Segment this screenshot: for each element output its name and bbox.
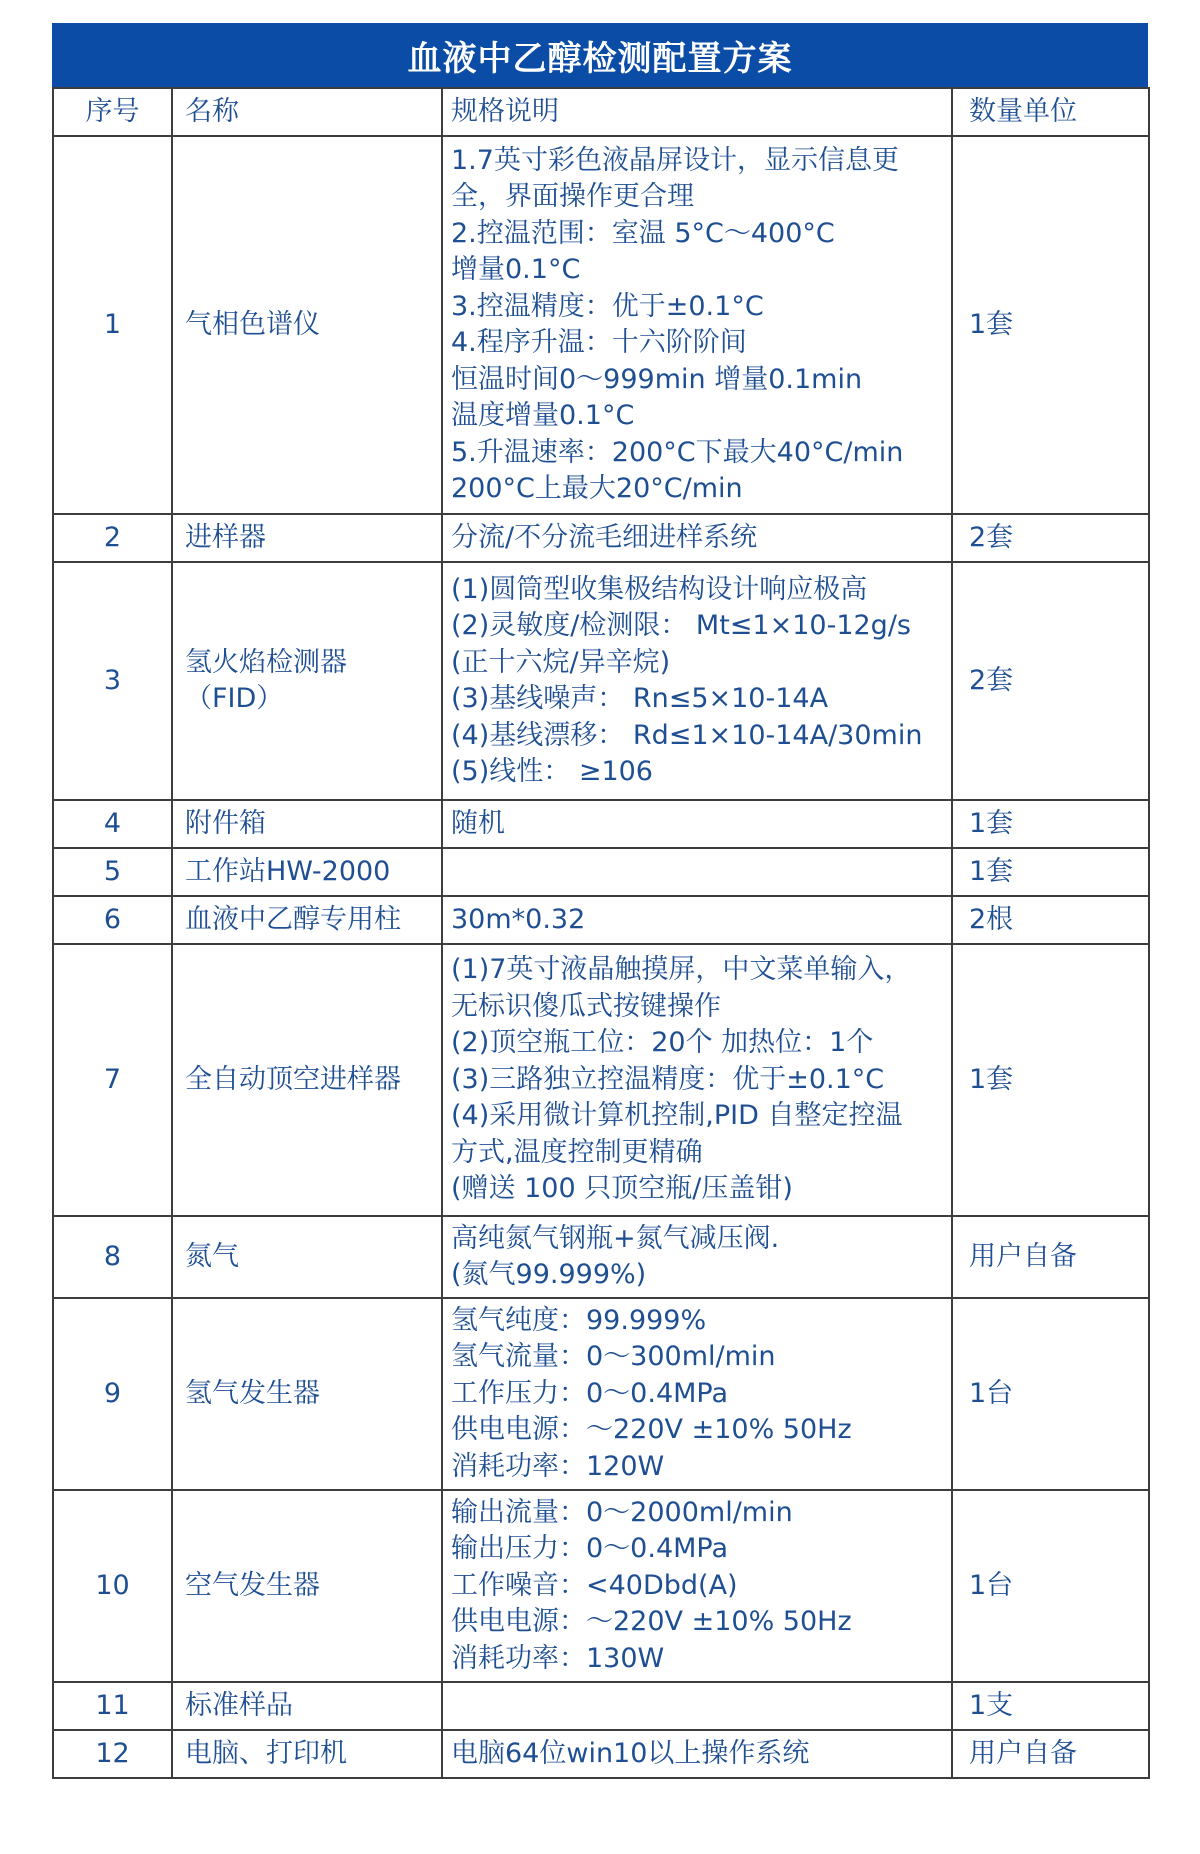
item-spec: 分流/不分流毛细进样系统 — [442, 514, 952, 562]
row-number: 10 — [53, 1490, 172, 1682]
item-spec: 电脑64位win10以上操作系统 — [442, 1730, 952, 1778]
row-number: 9 — [53, 1298, 172, 1490]
item-spec: 30m*0.32 — [442, 896, 952, 944]
item-spec: 随机 — [442, 800, 952, 848]
item-spec: 氢气纯度：99.999% 氢气流量：0～300ml/min 工作压力：0～0.4MPa 供电电源：～220V ±10% 50Hz 消耗功率：120W — [442, 1298, 952, 1490]
item-name: 进样器 — [172, 514, 442, 562]
row-number: 8 — [53, 1216, 172, 1298]
item-name: 氢气发生器 — [172, 1298, 442, 1490]
item-spec: (1)7英寸液晶触摸屏，中文菜单输入， 无标识傻瓜式按键操作 (2)顶空瓶工位：20个 加热位：1个 (3)三路独立控温精度：优于±0.1°C (4)采用微计算机控制,PID 自整定控温 方式,温度控制更精确 (赠送 100 只顶空瓶/压盖钳) — [442, 944, 952, 1216]
row-number: 2 — [53, 514, 172, 562]
item-quantity: 2根 — [952, 896, 1149, 944]
table-row — [53, 1490, 1149, 1682]
item-quantity: 1台 — [952, 1490, 1149, 1682]
item-quantity: 用户自备 — [952, 1216, 1149, 1298]
table-row — [53, 1682, 1149, 1730]
row-number: 12 — [53, 1730, 172, 1778]
item-quantity: 1台 — [952, 1298, 1149, 1490]
row-number: 7 — [53, 944, 172, 1216]
column-header-name: 名称 — [172, 88, 442, 136]
table-row — [53, 800, 1149, 848]
row-number: 4 — [53, 800, 172, 848]
item-name: 氮气 — [172, 1216, 442, 1298]
table-row — [53, 1216, 1149, 1298]
table-row — [53, 514, 1149, 562]
item-quantity: 2套 — [952, 562, 1149, 800]
item-name: 电脑、打印机 — [172, 1730, 442, 1778]
item-name: 工作站HW-2000 — [172, 848, 442, 896]
table-row — [53, 944, 1149, 1216]
item-spec: (1)圆筒型收集极结构设计响应极高 (2)灵敏度/检测限： Mt≤1×10-12g/s (正十六烷/异辛烷) (3)基线噪声： Rn≤5×10-14A (4)基线漂移： Rd≤1×10-14A/30min (5)线性： ≥106 — [442, 562, 952, 800]
item-quantity: 1套 — [952, 848, 1149, 896]
table-row — [53, 848, 1149, 896]
item-name: 全自动顶空进样器 — [172, 944, 442, 1216]
item-spec: 1.7英寸彩色液晶屏设计，显示信息更 全，界面操作更合理 2.控温范围：室温 5°C～400°C 增量0.1°C 3.控温精度：优于±0.1°C 4.程序升温：十六阶阶间 恒温时间0～999min 增量0.1min 温度增量0.1°C 5.升温速率：200°C下最大40°C/min 200°C上最大20°C/min — [442, 136, 952, 514]
table-row — [53, 1298, 1149, 1490]
column-header-qty: 数量单位 — [952, 88, 1149, 136]
item-spec: 输出流量：0～2000ml/min 输出压力：0～0.4MPa 工作噪音：<40Dbd(A) 供电电源：～220V ±10% 50Hz 消耗功率：130W — [442, 1490, 952, 1682]
item-quantity: 2套 — [952, 514, 1149, 562]
item-quantity: 1套 — [952, 800, 1149, 848]
item-name: 附件箱 — [172, 800, 442, 848]
item-name: 空气发生器 — [172, 1490, 442, 1682]
item-quantity: 1套 — [952, 944, 1149, 1216]
item-quantity: 1套 — [952, 136, 1149, 514]
item-spec — [442, 1682, 952, 1730]
item-name: 氢火焰检测器（FID） — [172, 562, 442, 800]
row-number: 5 — [53, 848, 172, 896]
row-number: 11 — [53, 1682, 172, 1730]
table-row — [53, 896, 1149, 944]
item-quantity: 用户自备 — [952, 1730, 1149, 1778]
item-quantity: 1支 — [952, 1682, 1149, 1730]
item-spec — [442, 848, 952, 896]
column-header-no: 序号 — [53, 88, 172, 136]
config-sheet — [52, 23, 1148, 1779]
item-name: 标准样品 — [172, 1682, 442, 1730]
table-row — [53, 562, 1149, 800]
row-number: 6 — [53, 896, 172, 944]
table-row — [53, 1730, 1149, 1778]
item-name: 气相色谱仪 — [172, 136, 442, 514]
row-number: 1 — [53, 136, 172, 514]
item-name: 血液中乙醇专用柱 — [172, 896, 442, 944]
column-header-spec: 规格说明 — [442, 88, 952, 136]
row-number: 3 — [53, 562, 172, 800]
table-row — [53, 136, 1149, 514]
table-header-row — [53, 88, 1149, 136]
config-table — [52, 87, 1150, 1779]
item-spec: 高纯氮气钢瓶+氮气减压阀. (氮气99.999%) — [442, 1216, 952, 1298]
table-title: 血液中乙醇检测配置方案 — [52, 23, 1148, 87]
